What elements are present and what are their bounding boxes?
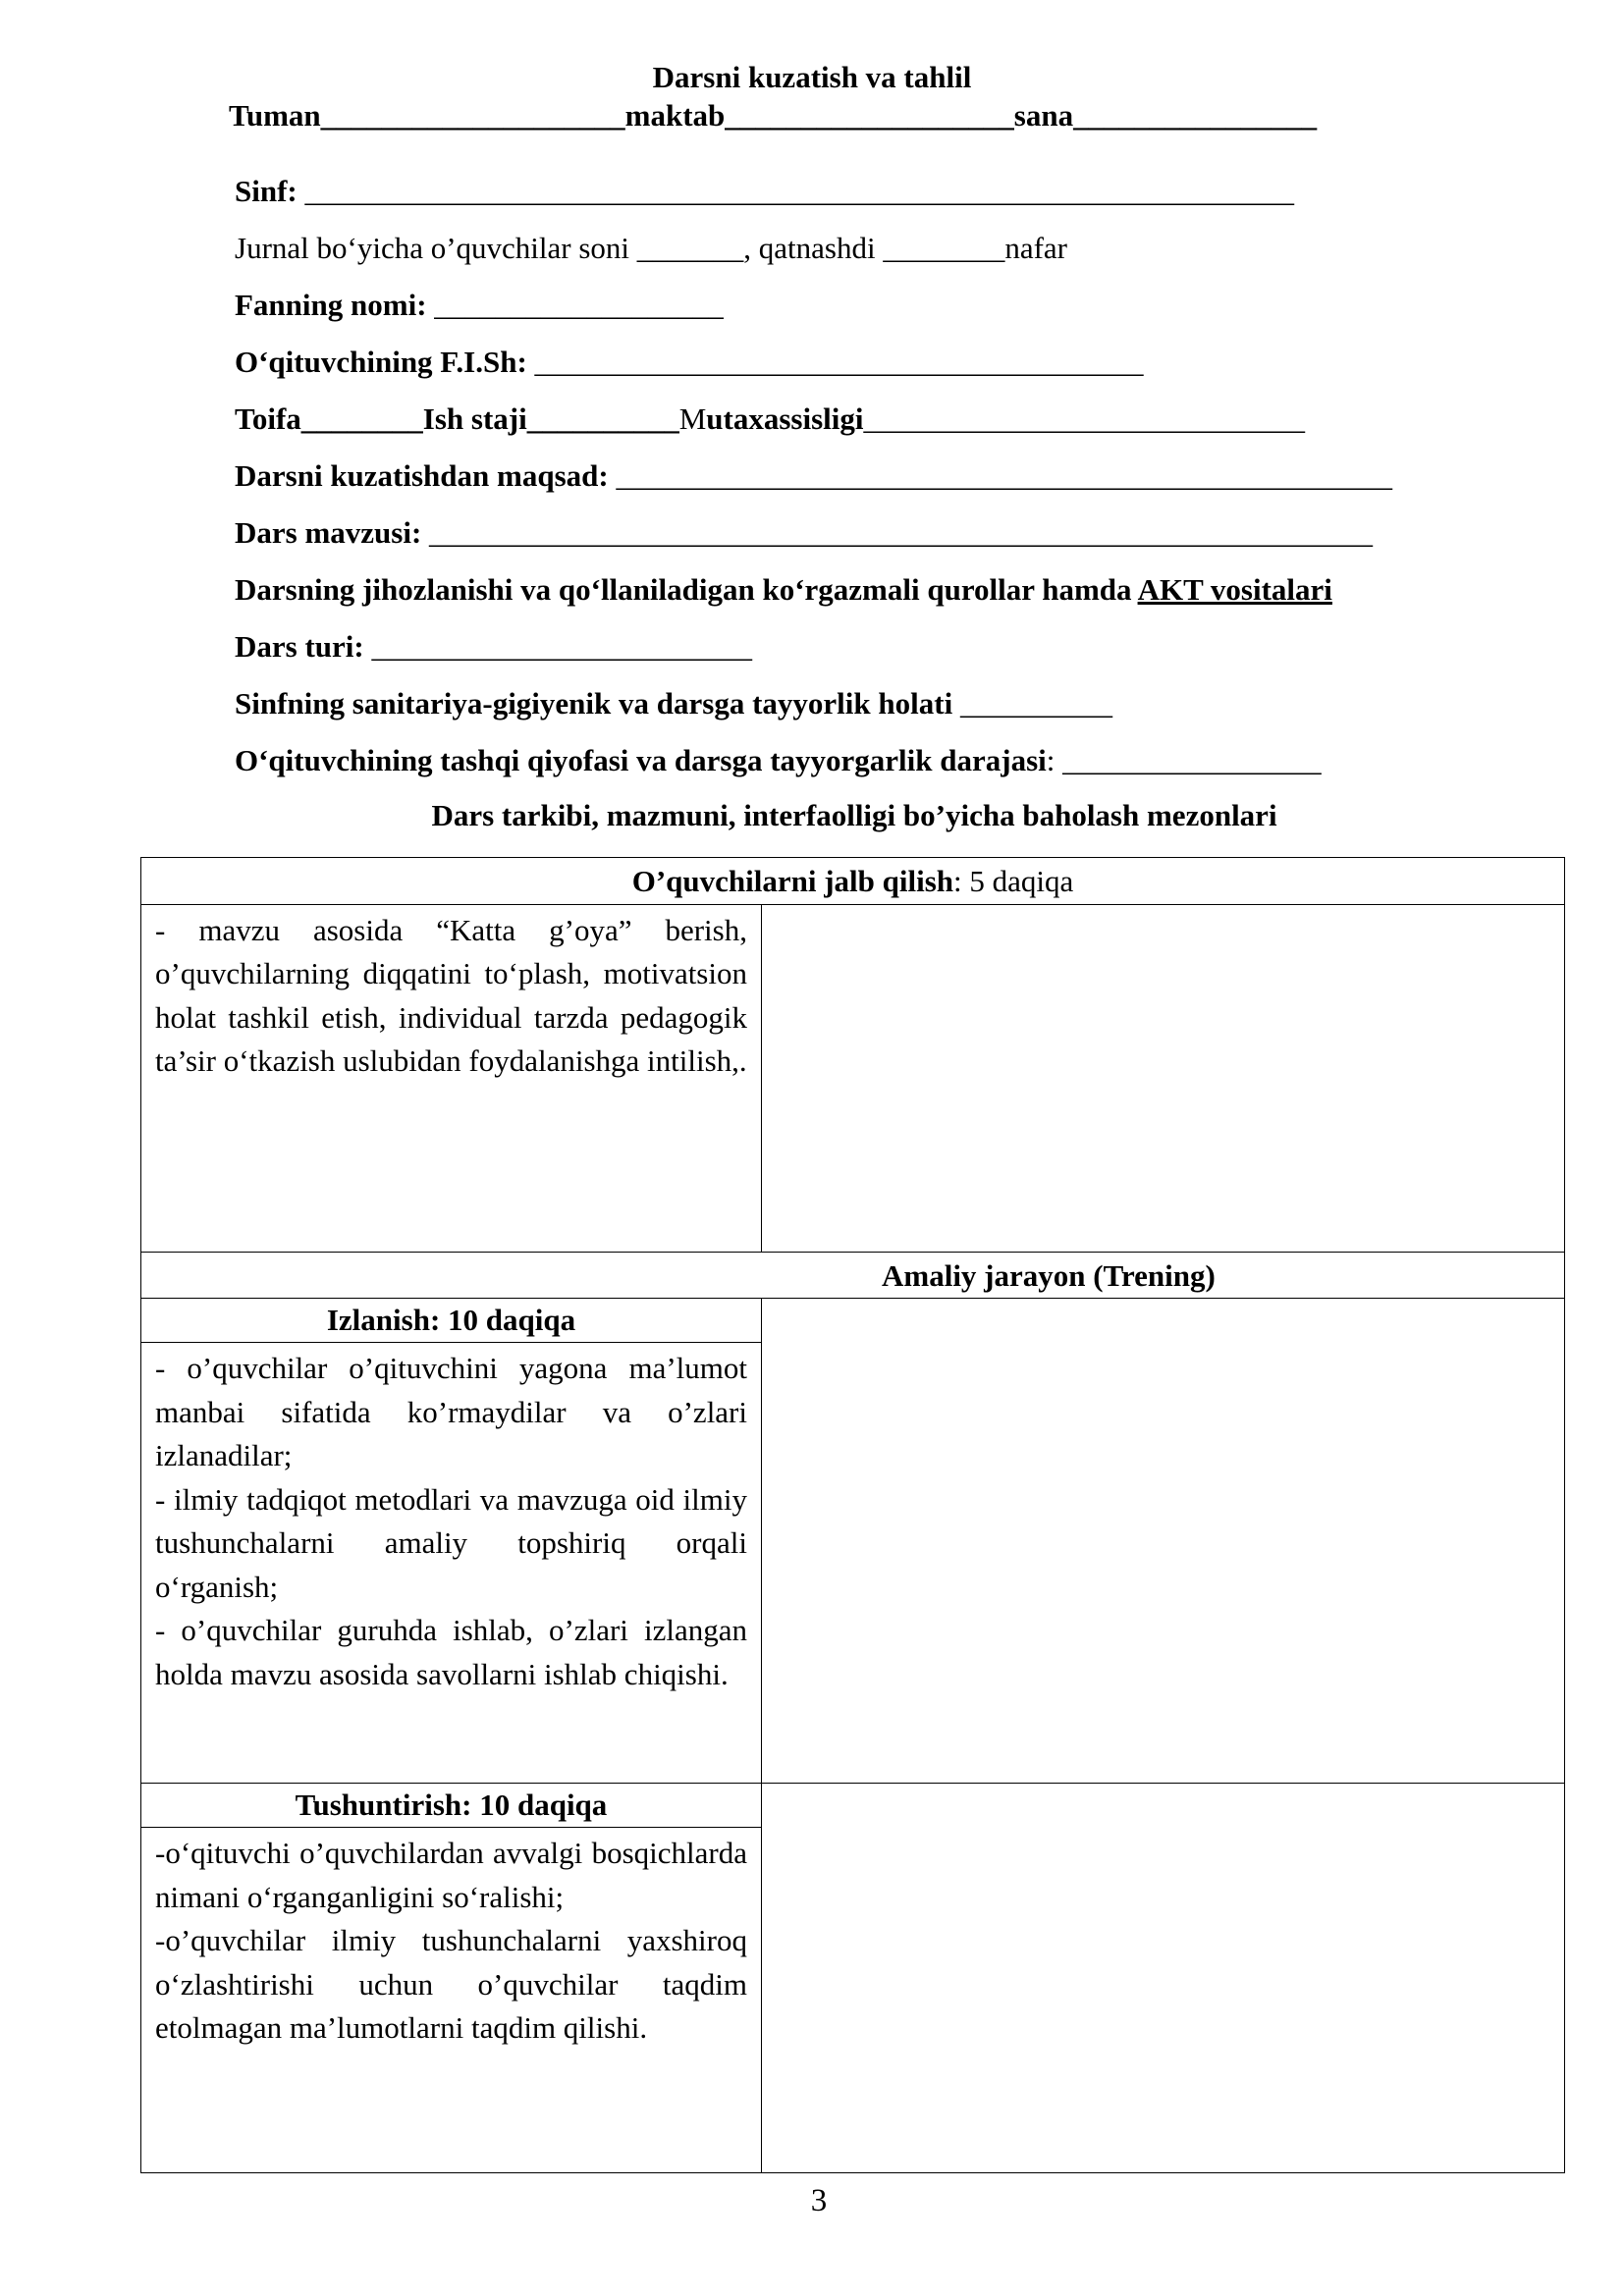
field-blank: ______________________________________________________________ [421, 515, 1374, 550]
field-label: Dars turi: [235, 629, 364, 664]
field-blank: : _________________ [1046, 743, 1322, 777]
engage-header-duration: : 5 daqiqa [953, 864, 1074, 898]
field-equipment [235, 570, 1332, 610]
field-blank: ________________________________________ [526, 345, 1144, 379]
field-underlined: AKT vositalari [1137, 572, 1332, 607]
field-label: Jurnal bo‘yicha o’quvchilar soni _______, qatnashdi ________nafar [235, 231, 1068, 265]
district-school-date-line: Tuman____________________maktab___________________sana________________ [229, 98, 1318, 133]
criteria-title: Dars tarkibi, mazmuni, interfaolligi bo’yicha baholash mezonlari [431, 798, 1277, 832]
field-blank: _________________________________________________________________ [297, 174, 1294, 208]
field-sanitary-state [235, 684, 1112, 723]
table-row [141, 1784, 1565, 2173]
explain-cell [141, 1784, 762, 2173]
engage-header-label: O’quvchilarni jalb qilish [631, 864, 954, 898]
field-student-count [235, 229, 1067, 268]
table-row [141, 858, 1565, 905]
field-class [235, 172, 1294, 211]
table-row [141, 904, 1565, 1252]
field-label: Darsni kuzatishdan maqsad: [235, 458, 609, 493]
field-subject-name [235, 286, 724, 325]
field-lesson-type [235, 627, 752, 667]
evaluation-table [140, 857, 1565, 2173]
table-row [141, 1252, 1565, 1299]
field-blank: ___________________ [426, 288, 724, 322]
field-blank: _____________________________ [863, 401, 1306, 436]
engage-header [141, 858, 1565, 905]
field-category-experience-specialty [235, 400, 1305, 439]
explain-criteria: -o‘qituvchi o’quvchilardan avvalgi bosqichlarda nimani o‘rganganligini so‘ralishi; -o’quvchilar ilmiy tushunchalarni yaxshiroq o‘zlashtirishi uchun o’quvchilar taqdim etolmagan ma’lumotlarni taqdim qilishi. [155, 1836, 747, 2045]
field-teacher-name [235, 343, 1144, 382]
explore-cell [141, 1299, 762, 1784]
field-lesson-topic [235, 513, 1373, 553]
field-label: Sinf: [235, 174, 298, 208]
field-blank: ___________________________________________________ [608, 458, 1392, 493]
field-label: Toifa________Ish staji__________Mutaxassisligi [235, 401, 864, 436]
explain-notes-cell [762, 1784, 1565, 2173]
page-title: Darsni kuzatish va tahlil [652, 60, 972, 94]
explore-notes-cell [762, 1299, 1565, 1784]
page-number: 3 [810, 2183, 828, 2218]
field-label: Darsning jihozlanishi va qo‘llaniladigan ko‘rgazmali qurollar hamda [235, 572, 1138, 607]
explore-header: Izlanish: 10 daqiqa [141, 1299, 761, 1343]
field-observation-goal [235, 456, 1392, 496]
practical-header: Amaliy jarayon (Trening) [141, 1252, 1565, 1299]
engage-criteria: - mavzu asosida “Katta g’oya” berish, o’quvchilarning diqqatini to‘plash, motivatsion holat tashkil etish, individual tarzda pedagogik ta’sir o‘tkazish uslubidan foydalanishga intilish,. [141, 904, 762, 1252]
field-label: O‘qituvchining tashqi qiyofasi va darsga tayyorgarlik darajasi [235, 743, 1047, 777]
table-row [141, 1299, 1565, 1784]
explain-header: Tushuntirish: 10 daqiqa [141, 1784, 761, 1828]
explore-criteria: - o’quvchilar o’qituvchini yagona ma’lumot manbai sifatida ko’rmaydilar va o’zlari izlanadilar; - ilmiy tadqiqot metodlari va mavzuga oid ilmiy tushunchalarni amaliy topshiriq orqali o‘rganish; - o’quvchilar guruhda ishlab, o’zlari izlangan holda mavzu asosida savollarni ishlab chiqishi. [155, 1351, 747, 1691]
field-label: Sinfning sanitariya-gigiyenik va darsga tayyorlik holati [235, 686, 953, 721]
field-blank: _________________________ [363, 629, 752, 664]
field-teacher-appearance [235, 741, 1322, 780]
field-label: Fanning nomi: [235, 288, 427, 322]
field-blank: __________ [952, 686, 1112, 721]
field-label: O‘qituvchining F.I.Sh: [235, 345, 527, 379]
field-label: Dars mavzusi: [235, 515, 422, 550]
engage-notes-cell [762, 904, 1565, 1252]
